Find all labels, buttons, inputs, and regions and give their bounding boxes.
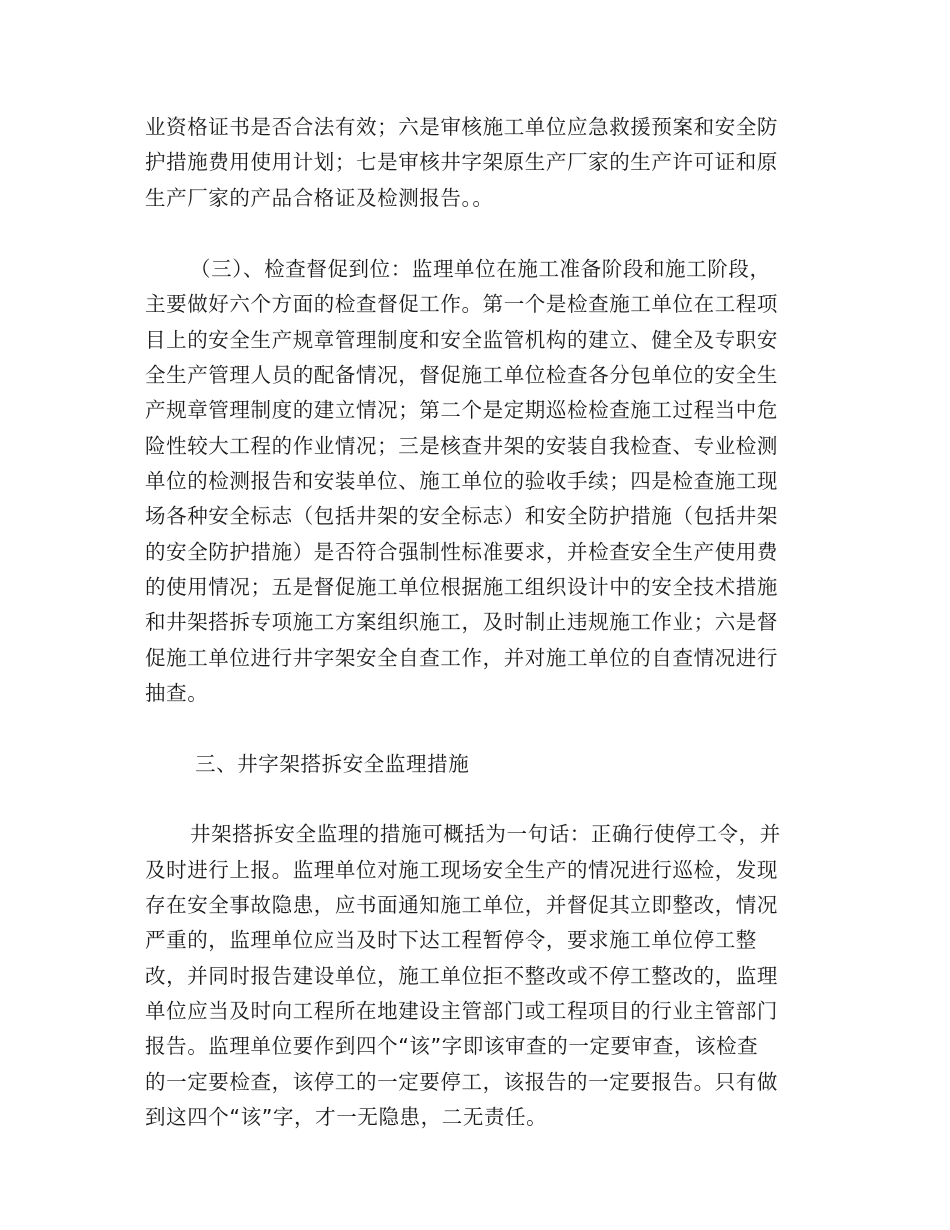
body-text-line: 主要做好六个方面的检查督促工作。第一个是检查施工单位在工程项 [145,292,778,316]
body-text-line: 单位应当及时向工程所在地建设主管部门或工程项目的行业主管部门 [145,999,778,1023]
body-text-line: 的一定要检查，该停工的一定要停工，该报告的一定要报告。只有做 [145,1070,778,1094]
body-text-line: 和井架搭拆专项施工方案组织施工，及时制止违规施工作业；六是督 [145,610,778,634]
body-text-line: 生产厂家的产品合格证及检测报告。。 [145,186,494,210]
body-text-line: 的安全防护措施）是否符合强制性标准要求，并检查安全生产使用费 [145,540,778,564]
body-text-line: 改，并同时报告建设单位，施工单位拒不整改或不停工整改的，监理 [145,964,778,988]
body-text-line: 护措施费用使用计划；七是审核井字架原生产厂家的生产许可证和原 [145,150,778,174]
body-text-line: 抽查。 [145,681,209,705]
body-text-line: 险性较大工程的作业情况；三是核查井架的安装自我检查、专业检测 [145,434,778,458]
body-text-line: 场各种安全标志（包括井架的安全标志）和安全防护措施（包括井架 [145,504,778,528]
body-text-line: 目上的安全生产规章管理制度和安全监管机构的建立、健全及专职安 [145,328,778,352]
paragraph-first-line: （三）、检查督促到位：监理单位在施工准备阶段和施工阶段， [190,257,771,281]
body-text-line: 单位的检测报告和安装单位、施工单位的验收手续；四是检查施工现 [145,469,778,493]
body-text-line: 促施工单位进行井字架安全自查工作，并对施工单位的自查情况进行 [145,646,778,670]
body-text-line: 及时进行上报。监理单位对施工现场安全生产的情况进行巡检，发现 [145,858,778,882]
body-text-line: 产规章管理制度的建立情况；第二个是定期巡检检查施工过程当中危 [145,398,778,422]
section-heading: 三、井字架搭拆安全监理措施 [195,752,470,776]
body-text-line: 的使用情况；五是督促施工单位根据施工组织设计中的安全技术措施 [145,575,778,599]
body-text-line: 业资格证书是否合法有效；六是审核施工单位应急救援预案和安全防 [145,115,778,139]
body-text-line: 到这四个“该”字，才一无隐患，二无责任。 [145,1105,548,1129]
body-text-line: 存在安全事故隐患，应书面通知施工单位，并督促其立即整改，情况 [145,893,778,917]
body-text-line: 全生产管理人员的配备情况，督促施工单位检查各分包单位的安全生 [145,363,778,387]
body-text-line: 报告。监理单位要作到四个“该”字即该审查的一定要审查，该检查 [145,1034,759,1058]
body-text-line: 严重的，监理单位应当及时下达工程暂停令，要求施工单位停工整 [145,928,757,952]
paragraph-first-line: 井架搭拆安全监理的措施可概括为一句话：正确行使停工令，并 [190,822,781,846]
